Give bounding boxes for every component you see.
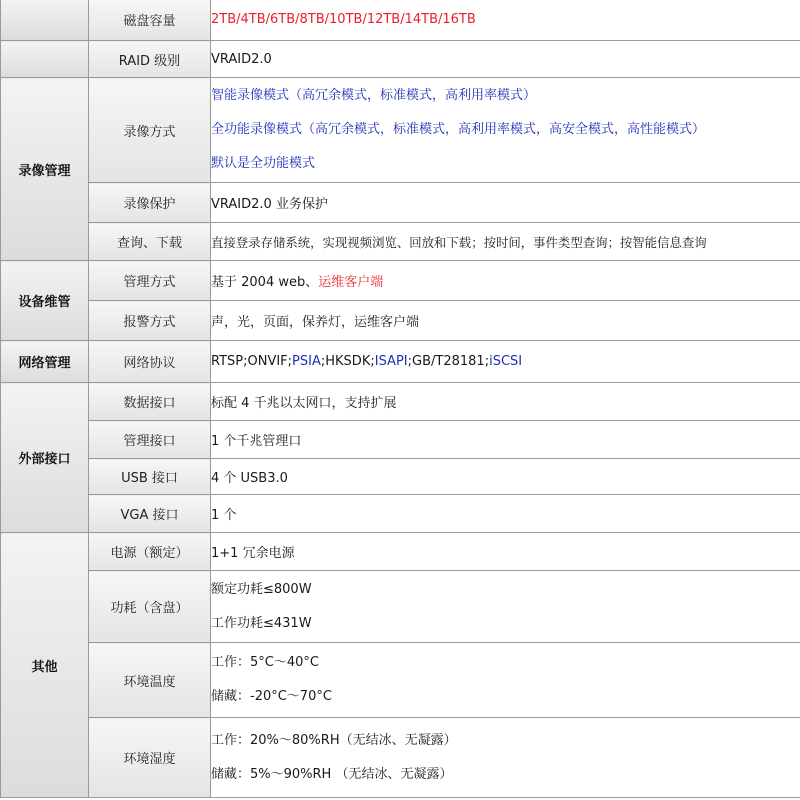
row-humidity (1, 718, 800, 798)
value-recording-mode (211, 78, 800, 183)
protocol-part-psia: PSIA (292, 354, 321, 369)
value-network-protocol (211, 341, 800, 383)
label-recording-protection: 录像保护 (89, 183, 211, 223)
value-data-port: 标配 4 千兆以太网口，支持扩展 (211, 383, 800, 421)
recording-mode-line-1: 智能录像模式（高冗余模式，标准模式，高利用率模式） (211, 88, 537, 103)
row-network-protocol (1, 341, 800, 383)
consumption-line-1: 额定功耗≤800W (211, 581, 312, 597)
label-network-protocol: 网络协议 (89, 341, 211, 383)
category-network-mgmt: 网络管理 (1, 341, 89, 383)
value-raid-level: VRAID2.0 (211, 41, 800, 78)
humidity-line-2: 储藏：5%～90%RH （无结冰、无凝露） (211, 766, 453, 782)
row-usb-port (1, 459, 800, 495)
label-usb-port: USB 接口 (89, 459, 211, 495)
mgmt-method-plain: 基于 2004 web、 (211, 275, 319, 290)
value-vga-port: 1 个 (211, 495, 800, 533)
protocol-part-iscsi: iSCSI (489, 354, 523, 369)
protocol-part: ;GB/T28181; (407, 354, 490, 369)
label-disk-capacity: 磁盘容量 (89, 0, 211, 41)
row-disk-capacity (1, 0, 800, 41)
protocol-part: ;HKSDK; (320, 354, 375, 369)
row-query-download (1, 223, 800, 261)
row-temperature (1, 643, 800, 718)
value-mgmt-port: 1 个千兆管理口 (211, 421, 800, 459)
row-recording-mode (1, 78, 800, 183)
row-vga-port (1, 495, 800, 533)
value-temperature (211, 643, 800, 718)
row-power (1, 533, 800, 571)
label-consumption: 功耗（含盘） (89, 571, 211, 643)
category-cell-empty (1, 0, 89, 41)
label-power: 电源（额定） (89, 533, 211, 571)
label-recording-mode: 录像方式 (89, 78, 211, 183)
value-alarm-method: 声，光，页面，保养灯，运维客户端 (211, 301, 800, 341)
label-temperature: 环境温度 (89, 643, 211, 718)
consumption-line-2: 工作功耗≤431W (211, 615, 312, 631)
value-recording-protection: VRAID2.0 业务保护 (211, 183, 800, 223)
value-disk-capacity: 2TB/4TB/6TB/8TB/10TB/12TB/14TB/16TB (211, 0, 800, 41)
value-humidity (211, 718, 800, 798)
mgmt-method-highlight: 运维客户端 (318, 275, 384, 290)
label-alarm-method: 报警方式 (89, 301, 211, 341)
category-external-ports: 外部接口 (1, 383, 89, 533)
row-consumption (1, 571, 800, 643)
label-vga-port: VGA 接口 (89, 495, 211, 533)
label-mgmt-method: 管理方式 (89, 261, 211, 301)
value-usb-port: 4 个 USB3.0 (211, 459, 800, 495)
row-mgmt-method (1, 261, 800, 301)
recording-mode-line-3: 默认是全功能模式 (211, 156, 316, 171)
temperature-line-1: 工作：5°C～40°C (211, 655, 319, 670)
category-recording-mgmt: 录像管理 (1, 78, 89, 261)
label-data-port: 数据接口 (89, 383, 211, 421)
row-mgmt-port (1, 421, 800, 459)
value-query-download: 直接登录存储系统，实现视频浏览、回放和下载；按时间，事件类型查询；按智能信息查询 (211, 223, 800, 261)
protocol-part: RTSP;ONVIF; (211, 354, 293, 369)
row-data-port (1, 383, 800, 421)
row-raid-level (1, 41, 800, 78)
label-humidity: 环境湿度 (89, 718, 211, 798)
recording-mode-line-2: 全功能录像模式（高冗余模式，标准模式，高利用率模式，高安全模式，高性能模式） (211, 122, 706, 137)
protocol-part-isapi: ISAPI (374, 354, 408, 369)
label-query-download: 查询、下载 (89, 223, 211, 261)
row-recording-protection (1, 183, 800, 223)
category-cell-empty (1, 41, 89, 78)
category-other: 其他 (1, 533, 89, 798)
humidity-line-1: 工作：20%～80%RH（无结冰、无凝露） (211, 732, 457, 748)
row-alarm-method (1, 301, 800, 341)
temperature-line-2: 储藏：-20°C～70°C (211, 689, 332, 704)
category-device-maint: 设备维管 (1, 261, 89, 341)
label-mgmt-port: 管理接口 (89, 421, 211, 459)
label-raid-level: RAID 级别 (89, 41, 211, 78)
value-mgmt-method (211, 261, 800, 301)
value-consumption (211, 571, 800, 643)
value-power: 1+1 冗余电源 (211, 533, 800, 571)
